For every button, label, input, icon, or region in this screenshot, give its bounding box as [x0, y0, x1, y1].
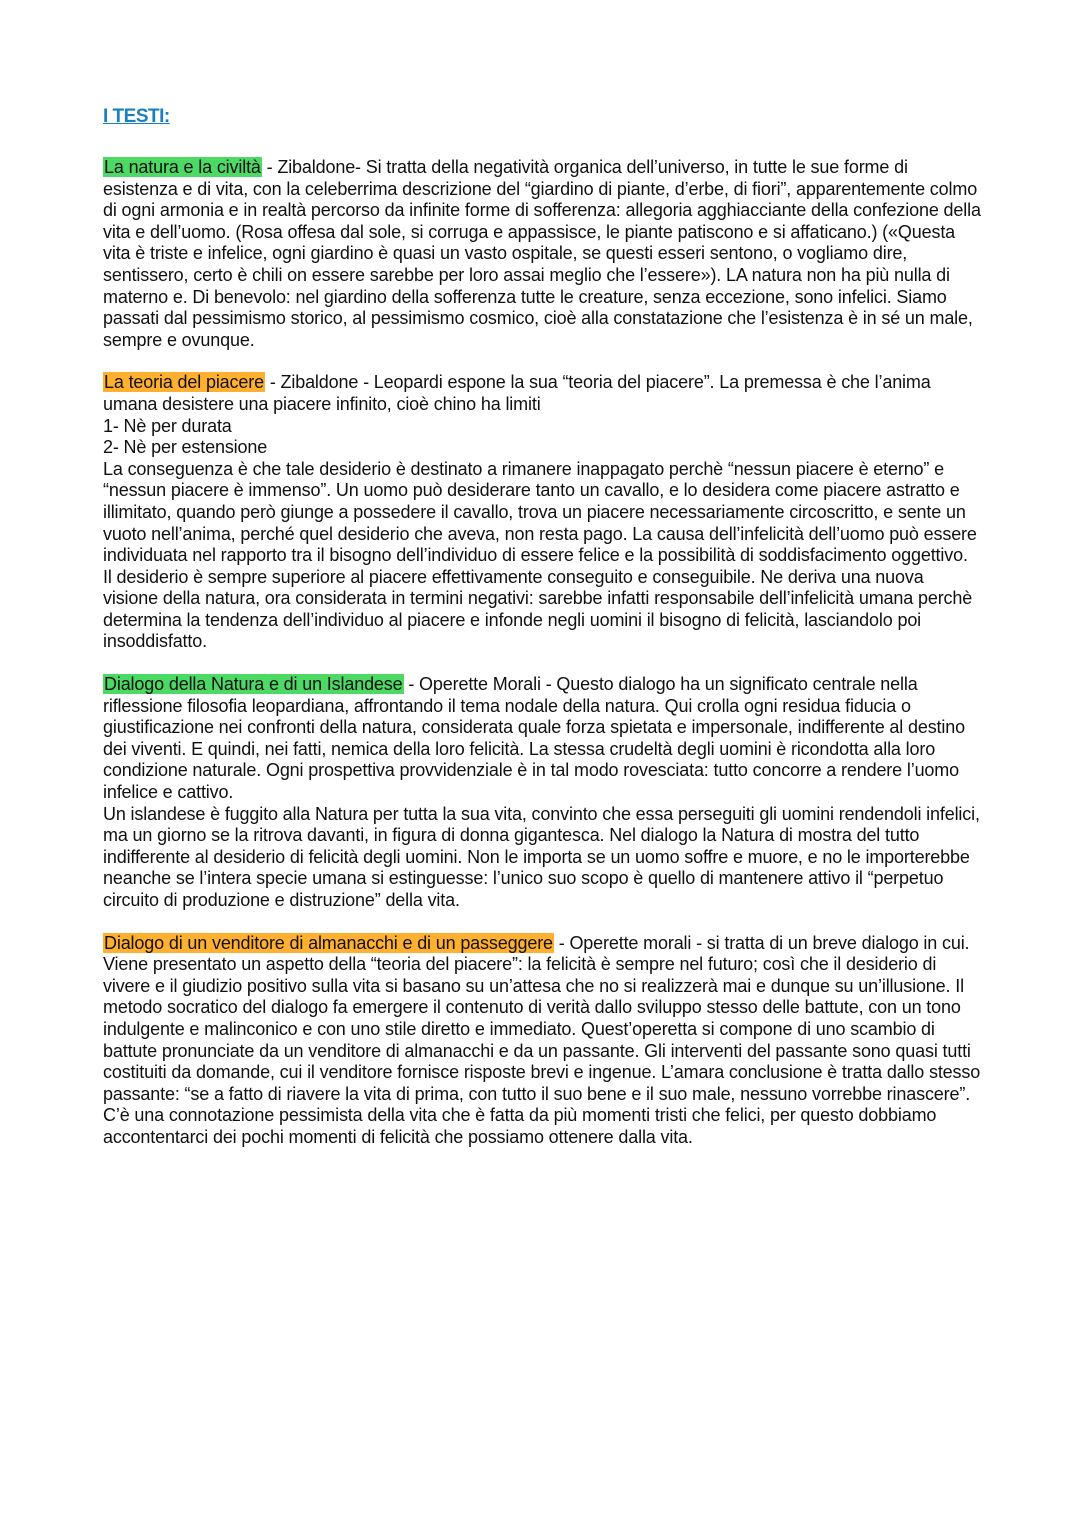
section-title-highlight: La teoria del piacere	[104, 372, 264, 393]
list-item: 1- Nè per durata	[103, 415, 232, 436]
section-teoria-piacere	[103, 372, 981, 653]
document-page	[103, 105, 981, 1170]
section-paragraph	[103, 372, 981, 415]
section-text: - Operette morali - si tratta di un breve dialogo in cui. Viene presentato un aspetto della “teoria del piacere”: la felicità è sempre nel futuro; così che il desiderio di vivere e il giudizio positivo sulla vita si basano su un’attesa che no si realizzerà mai e dunque su un’illusione. Il metodo socratico del dialogo fa emergere il contenuto di verità dallo sviluppo stesso delle battute, con un tono indulgente e malinconico e con uno stile diretto e immediato. Quest’operetta si compone di uno scambio di battute pronunciate da un venditore di almanacchi e da un passante. Gli interventi del passante sono quasi tutti costituiti da domande, cui il venditore fornisce risposte brevi e ingenue. L’amara conclusione è tratta dallo stesso passante: “se a fatto di riavere la vita di prima, con tutto il suo bene e il suo male, nessuno vorrebbe rinascere”. C’è una connotazione pessimista della vita che è fatta da più momenti tristi che felici, per questo dobbiamo accontentarci dei pochi momenti di felicità che possiamo ottenere dalla vita.	[103, 932, 981, 1147]
section-text: - Operette Morali - Questo dialogo ha un significato centrale nella riflessione filosofia leopardiana, affrontando il tema nodale della natura. Qui crolla ogni residua fiducia o giustificazione nei confronti della natura, considerata quale forza spietata e impersonale, indifferente al destino dei viventi. E quindi, nei fatti, nemica della loro felicità. La stessa crudeltà degli uomini è ricondotta alla loro condizione naturale. Ogni prospettiva provvidenziale è in tal modo rovesciata: tutto concorre a rendere l’uomo infelice e cattivo.	[103, 674, 965, 803]
section-title-highlight: La natura e la civiltà	[104, 157, 261, 177]
section-dialogo-venditore	[103, 933, 981, 1149]
section-title-highlight: Dialogo di un venditore di almanacchi e di un passeggere	[104, 932, 553, 953]
section-paragraph	[103, 674, 981, 804]
section-paragraph	[103, 157, 981, 351]
section-dialogo-islandese	[103, 674, 981, 912]
section-paragraph: Un islandese è fuggito alla Natura per tutta la sua vita, convinto che essa perseguiti gli uomini rendendoli infelici, ma un giorno se la ritrova davanti, in figura di donna gigantesca. Nel dialogo la Natura di mostra del tutto indifferente al desiderio di felicità degli uomini. Non le importa se un uomo soffre e muore, e no le importerebbe neanche se l’intera specie umana si estinguesse: l’unico suo scopo è quello di mantenere attivo il “perpetuo circuito di produzione e distruzione” della vita.	[103, 803, 980, 910]
list-item: 2- Nè per estensione	[103, 437, 268, 458]
section-text: - Zibaldone - Leopardi espone la sua “teoria del piacere”. La premessa è che l’anima umana desistere una piacere infinito, cioè chino ha limiti	[103, 372, 931, 414]
section-text: - Zibaldone- Si tratta della negatività organica dell’universo, in tutte le sue forme di esistenza e di vita, con la celeberrima descrizione del “giardino di piante, d’erbe, di fiori”, apparentemente colmo di ogni armonia e in realtà percorso da infinite forme di sofferenza: allegoria agghiacciante della confezione della vita e dell’uomo. (Rosa offesa dal sole, si corruga e appassisce, le piante patiscono e si affaticano.) («Questa vita è triste e infelice, ogni giardino è quasi un vasto ospitale, se questi esseri sentono, o vogliamo dire, sentissero, certo è chili on essere sarebbe per loro assai meglio che l’essere»). LA natura non ha più nulla di materno e. Di benevolo: nel giardino della sofferenza tutte le creature, senza eccezione, sono infelici. Siamo passati dal pessimismo storico, al pessimismo cosmico, cioè alla constatazione che l’esistenza è in sé un male, sempre e ovunque.	[103, 157, 981, 350]
section-paragraph: La conseguenza è che tale desiderio è destinato a rimanere inappagato perchè “nessun piacere è eterno” e “nessun piacere è immenso”. Un uomo può desiderare tanto un cavallo, e lo desidera come piacere astratto e illimitato, quando però giunge a possedere il cavallo, trova un piacere necessariamente circoscritto, e sente un vuoto nell’anima, perché quel desiderio che aveva, non resta pago. La causa dell’infelicità dell’uomo può essere individuata nel rapporto tra il bisogno dell’individuo di essere felice e la possibilità di soddisfacimento oggettivo. Il desiderio è sempre superiore al piacere effettivamente conseguito e conseguibile. Ne deriva una nuova visione della natura, ora considerata in termini negativi: sarebbe infatti responsabile dell’infelicità umana perchè determina la tendenza dell’individuo al piacere e infonde negli uomini il bisogno di felicità, lasciandolo poi insoddisfatto.	[103, 458, 977, 652]
section-paragraph	[103, 933, 981, 1149]
section-title-highlight: Dialogo della Natura e di un Islandese	[104, 674, 403, 695]
document-heading: I TESTI:	[103, 106, 170, 127]
section-natura-civilta	[103, 157, 981, 351]
